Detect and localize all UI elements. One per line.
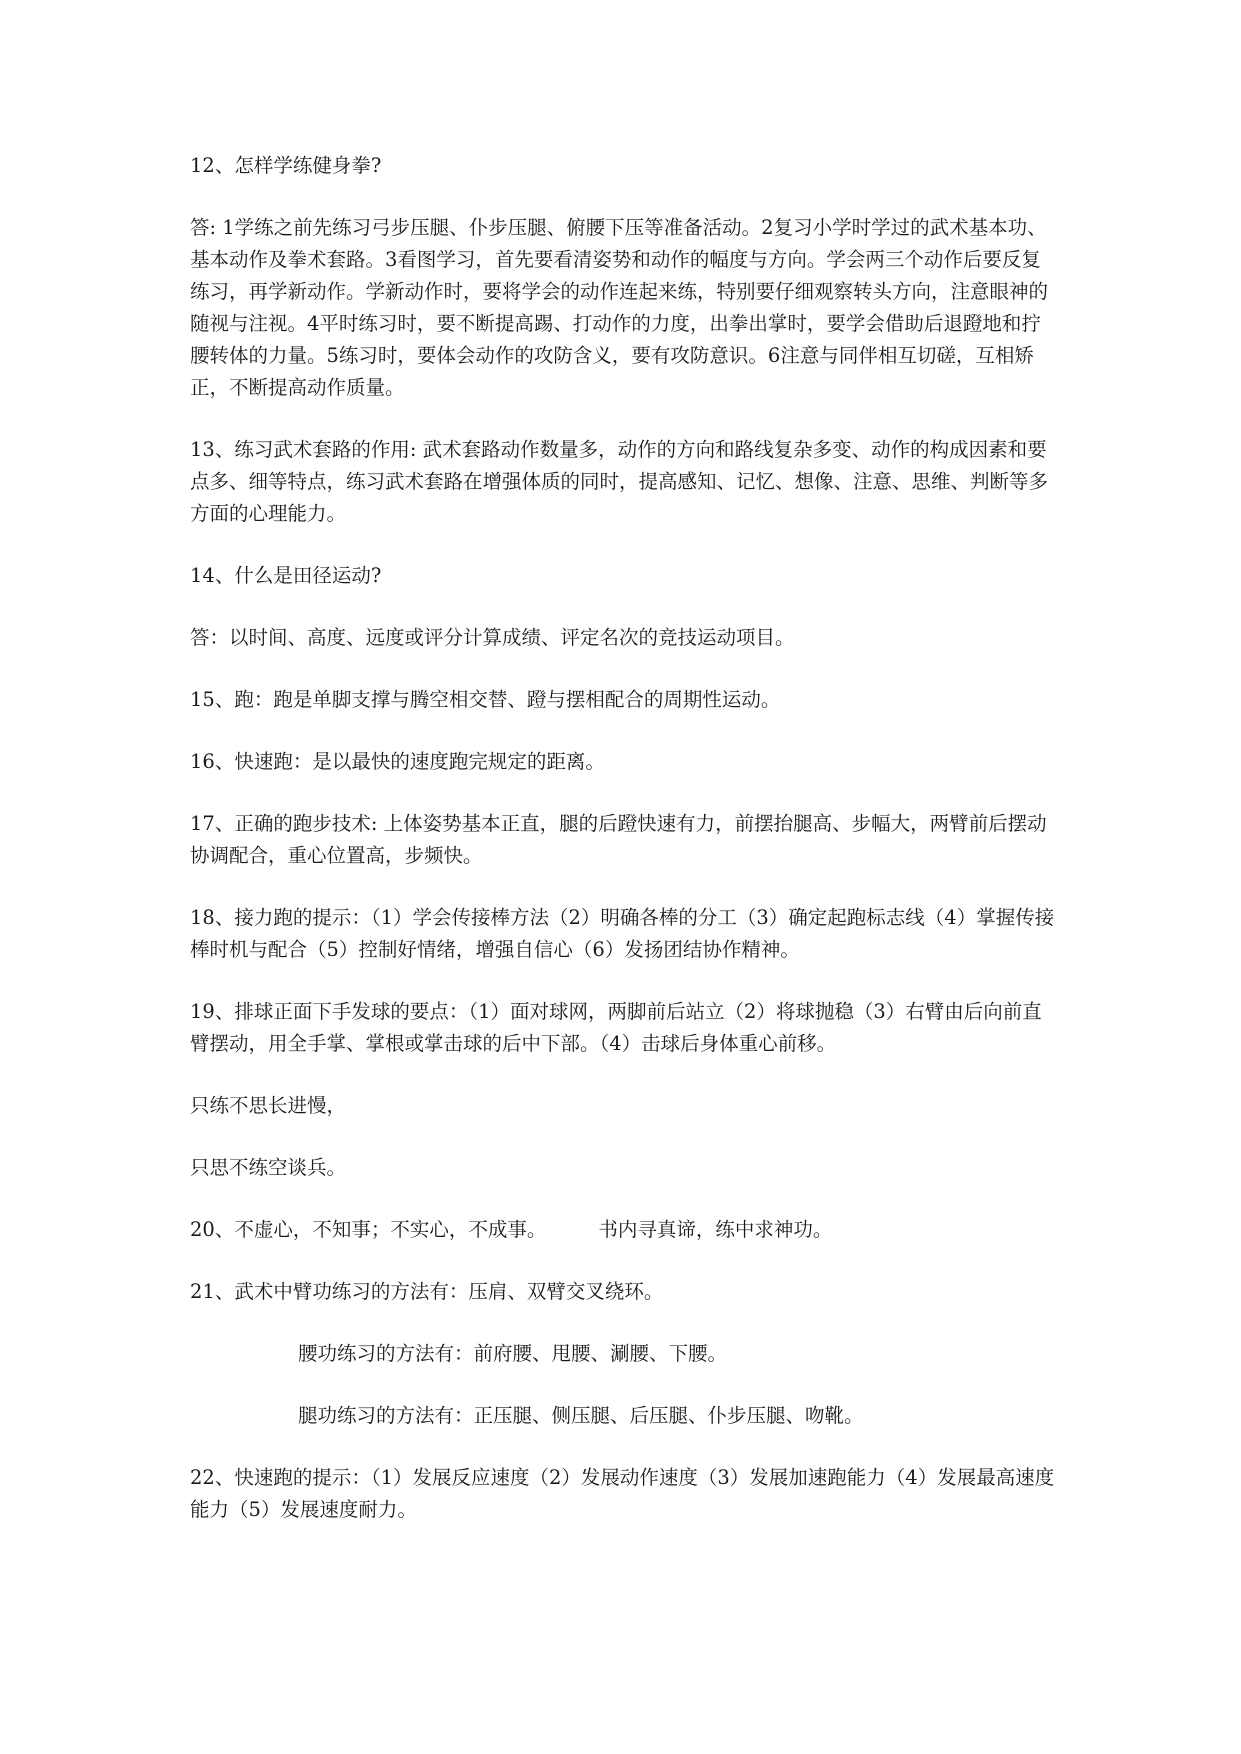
paragraph-12-answer: 答: 1学练之前先练习弓步压腿、仆步压腿、俯腰下压等准备活动。2复习小学时学过的武术基本功、基本动作及拳术套路。3看图学习，首先要看清姿势和动作的幅度与方向。学会两三个动作后要反复练习，再学新动作。学新动作时，要将学会的动作连起来练，特别要仔细观察转头方向，注意眼神的随视与注视。4平时练习时，要不断提高踢、打动作的力度，出拳出掌时，要学会借助后退蹬地和拧腰转体的力量。5练习时，要体会动作的攻防含义，要有攻防意识。6注意与同伴相互切磋，互相矫正，不断提高动作质量。	[190, 216, 1049, 399]
paragraph-18: 18、接力跑的提示：（1）学会传接棒方法（2）明确各棒的分工（3）确定起跑标志线（4）掌握传接棒时机与配合（5）控制好情绪，增强自信心（6）发扬团结协作精神。	[190, 906, 1055, 961]
paragraph-20-part-b: 书内寻真谛，练中求神功。	[598, 1218, 833, 1241]
paragraph-21-leg: 腿功练习的方法有：正压腿、侧压腿、后压腿、仆步压腿、吻靴。	[298, 1404, 864, 1427]
paragraph-20	[190, 1214, 1060, 1246]
paragraph-21-waist: 腰功练习的方法有：前府腰、甩腰、涮腰、下腰。	[298, 1342, 728, 1365]
quote-line-1: 只练不思长进慢，	[190, 1094, 347, 1117]
quote-line-2: 只思不练空谈兵。	[190, 1156, 347, 1179]
paragraph-17: 17、正确的跑步技术: 上体姿势基本正直，腿的后蹬快速有力，前摆抬腿高、步幅大，两臂前后摆动协调配合，重心位置高，步频快。	[190, 812, 1047, 867]
paragraph-15: 15、跑：跑是单脚支撑与腾空相交替、蹬与摆相配合的周期性运动。	[190, 688, 781, 711]
paragraph-22: 22、快速跑的提示：（1）发展反应速度（2）发展动作速度（3）发展加速跑能力（4）发展最高速度能力（5）发展速度耐力。	[190, 1466, 1055, 1521]
paragraph-19: 19、排球正面下手发球的要点：（1）面对球网，两脚前后站立（2）将球抛稳（3）右臂由后向前直臂摆动，用全手掌、掌根或掌击球的后中下部。（4）击球后身体重心前移。	[190, 1000, 1042, 1055]
paragraph-20-part-a: 20、不虚心，不知事；不实心，不成事。	[190, 1218, 547, 1241]
paragraph-14-answer: 答：以时间、高度、远度或评分计算成绩、评定名次的竞技运动项目。	[190, 626, 795, 649]
document-body	[190, 150, 1060, 1526]
paragraph-16: 16、快速跑：是以最快的速度跑完规定的距离。	[190, 750, 605, 773]
paragraph-13: 13、练习武术套路的作用: 武术套路动作数量多，动作的方向和路线复杂多变、动作的构成因素和要点多、细等特点，练习武术套路在增强体质的同时，提高感知、记忆、想像、注意、思维、判断等多方面的心理能力。	[190, 438, 1049, 525]
paragraph-21-arm: 21、武术中臂功练习的方法有：压肩、双臂交叉绕环。	[190, 1280, 664, 1303]
paragraph-12-question: 12、怎样学练健身拳?	[190, 154, 382, 177]
paragraph-14-question: 14、什么是田径运动?	[190, 564, 382, 587]
